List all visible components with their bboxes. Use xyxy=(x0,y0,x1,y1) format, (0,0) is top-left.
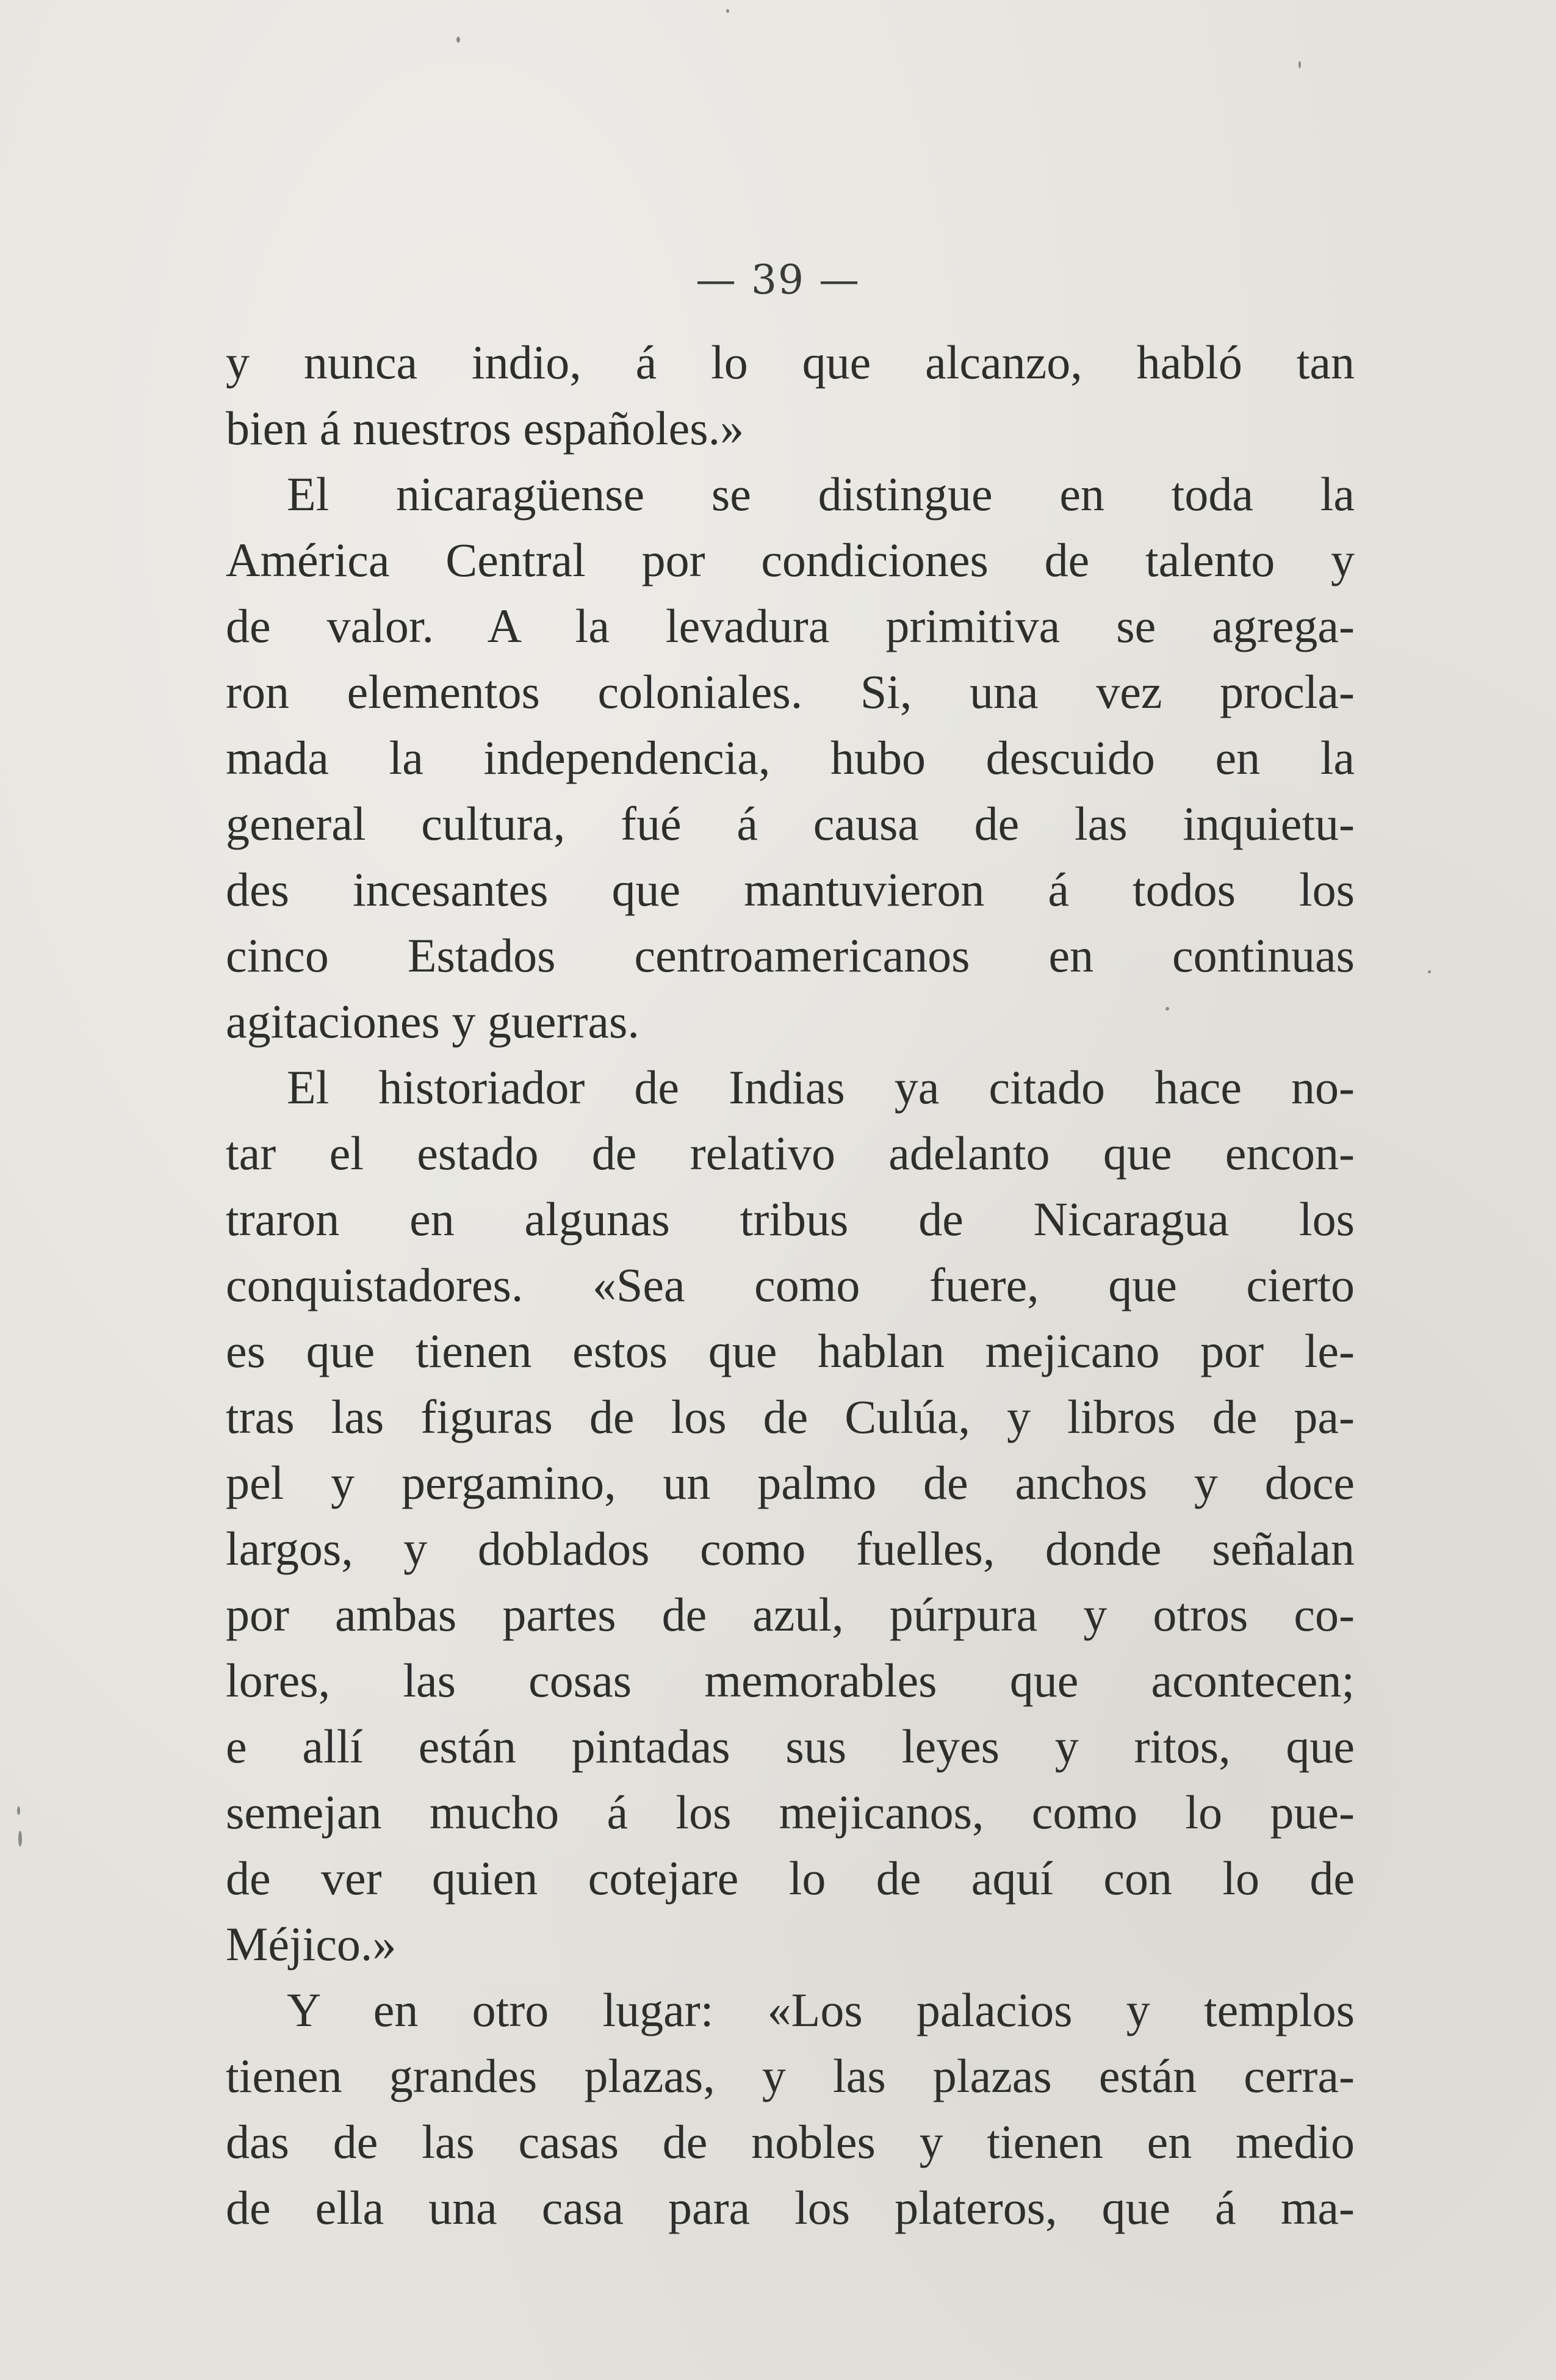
text-line: América Central por condiciones de talento y xyxy=(226,533,1355,586)
text-line: general cultura, fué á causa de las inquietu- xyxy=(226,797,1355,850)
body-text xyxy=(226,330,1355,2241)
text-line: tar el estado de relativo adelanto que encon- xyxy=(226,1127,1355,1180)
text-line: ron elementos coloniales. Si, una vez procla- xyxy=(226,665,1355,718)
text-line: largos, y doblados como fuelles, donde señalan xyxy=(226,1522,1355,1575)
text-line: tienen grandes plazas, y las plazas están cerra- xyxy=(226,2049,1355,2102)
text-line: y nunca indio, á lo que alcanzo, habló tan xyxy=(226,336,1355,389)
text-line: cinco Estados centroamericanos en continuas xyxy=(226,929,1355,982)
text-line: es que tienen estos que hablan mejicano por le- xyxy=(226,1324,1355,1377)
paper-speck xyxy=(17,1806,20,1815)
paper-speck xyxy=(1298,61,1301,68)
text-line: semejan mucho á los mejicanos, como lo pue- xyxy=(226,1786,1355,1839)
text-line: e allí están pintadas sus leyes y ritos, que xyxy=(226,1720,1355,1773)
paragraph-first-line: Y en otro lugar: «Los palacios y templos xyxy=(287,1983,1355,2036)
text-line: lores, las cosas memorables que acontecen; xyxy=(226,1654,1355,1707)
text-line: Méjico.» xyxy=(226,1917,397,1971)
paragraph-first-line: El historiador de Indias ya citado hace no- xyxy=(287,1061,1355,1114)
paper-speck xyxy=(1165,1007,1169,1011)
paper-speck xyxy=(456,37,460,43)
text-line: das de las casas de nobles y tienen en medio xyxy=(226,2115,1355,2168)
text-line: de valor. A la levadura primitiva se agrega- xyxy=(226,599,1355,652)
paper-speck xyxy=(726,9,729,13)
text-line: de ver quien cotejare lo de aquí con lo de xyxy=(226,1852,1355,1905)
paragraph-first-line: El nicaragüense se distingue en toda la xyxy=(287,467,1355,521)
text-line: de ella una casa para los plateros, que á ma- xyxy=(226,2181,1355,2234)
text-line: pel y pergamino, un palmo de anchos y doce xyxy=(226,1456,1355,1509)
text-line: mada la independencia, hubo descuido en la xyxy=(226,731,1355,784)
text-line: traron en algunas tribus de Nicaragua los xyxy=(226,1192,1355,1246)
page-number: — 39 — xyxy=(696,256,860,303)
text-line: bien á nuestros españoles.» xyxy=(226,402,744,455)
text-line: tras las figuras de los de Culúa, y libros de pa- xyxy=(226,1390,1355,1443)
text-line: por ambas partes de azul, púrpura y otros co- xyxy=(226,1588,1355,1641)
text-line: conquistadores. «Sea como fuere, que cierto xyxy=(226,1258,1355,1311)
text-line: agitaciones y guerras. xyxy=(226,995,639,1048)
paper-speck xyxy=(18,1831,22,1847)
text-line: des incesantes que mantuvieron á todos los xyxy=(226,863,1355,916)
paper-speck xyxy=(1428,970,1431,973)
